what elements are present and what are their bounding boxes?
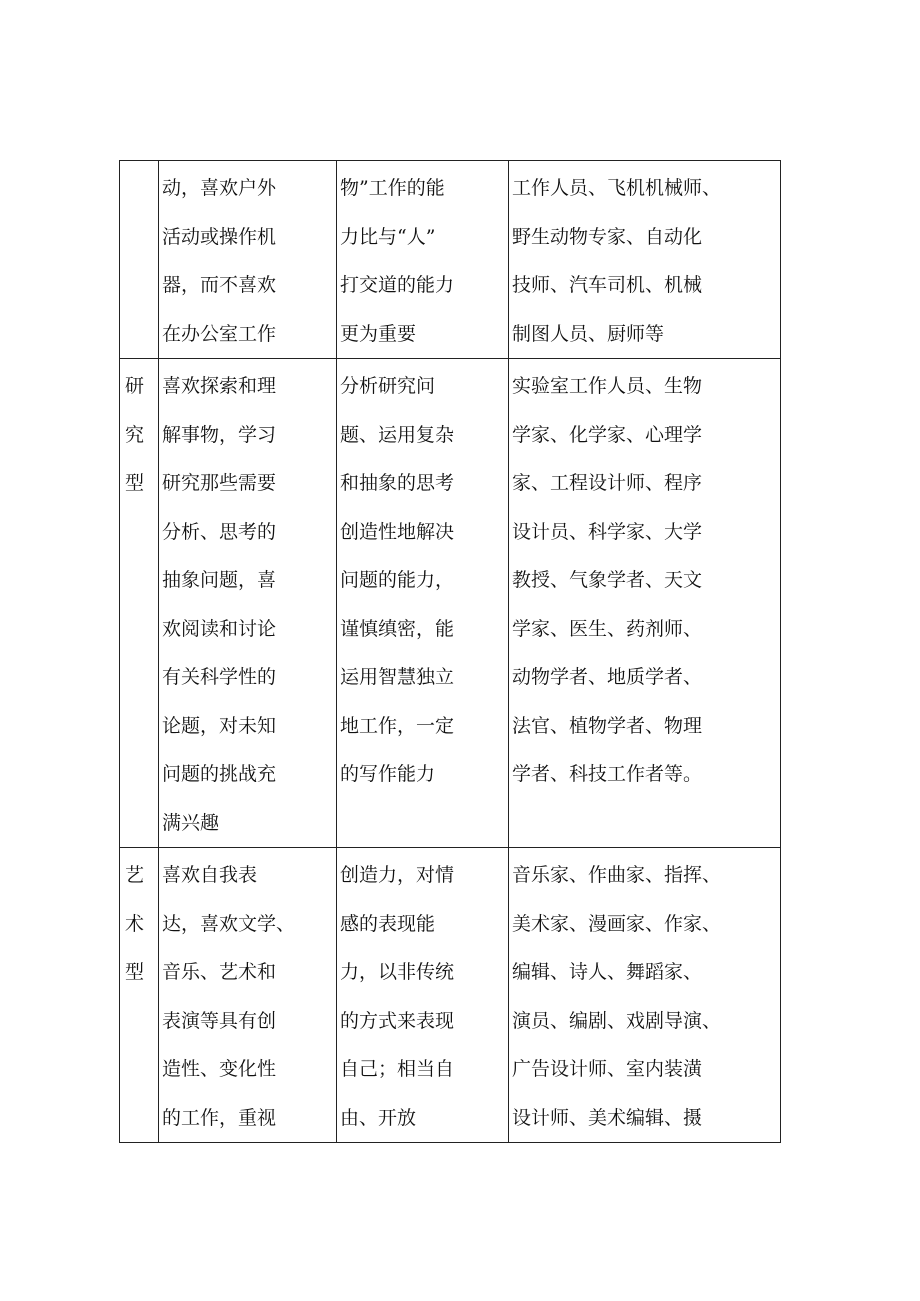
text-line: 动，喜欢户外 xyxy=(162,177,277,199)
text-line: 的工作，重视 xyxy=(162,1106,277,1129)
text-line: 更为重要 xyxy=(340,322,417,345)
text-line: 地工作，一定 xyxy=(340,714,455,737)
table-row xyxy=(120,359,781,848)
text-line: 研究那些需要 xyxy=(162,472,277,494)
text-line: 抽象问题，喜 xyxy=(162,569,277,591)
text-line: 表演等具有创 xyxy=(162,1009,277,1032)
text-line: 解事物，学习 xyxy=(162,423,277,446)
jobs-cell xyxy=(509,848,781,1143)
text-line: 分析研究问 xyxy=(340,375,436,397)
text-line: 造性、变化性 xyxy=(162,1058,277,1080)
ability-cell xyxy=(337,161,509,359)
text-line: 问题的挑战充 xyxy=(162,763,277,785)
type-label-char: 艺 xyxy=(125,864,145,886)
text-line: 创造性地解决 xyxy=(340,520,455,543)
type-cell xyxy=(120,848,159,1143)
text-line: 制图人员、厨师等 xyxy=(512,322,665,345)
text-line: 谨慎缜密，能 xyxy=(340,617,455,640)
type-cell xyxy=(120,161,159,359)
table-body xyxy=(120,161,781,1143)
ability-cell xyxy=(337,848,509,1143)
text-line: 法官、植物学者、物理 xyxy=(512,714,703,737)
text-line: 物”工作的能 xyxy=(340,177,445,199)
text-line: 论题，对未知 xyxy=(162,714,277,737)
text-line: 工作人员、飞机机械师、 xyxy=(512,177,722,199)
text-line: 创造力，对情 xyxy=(340,864,455,886)
text-line: 教授、气象学者、天文 xyxy=(512,569,703,591)
text-line: 野生动物专家、自动化 xyxy=(512,225,703,248)
jobs-cell xyxy=(509,161,781,359)
text-line: 喜欢自我表 xyxy=(162,864,258,886)
interest-cell xyxy=(159,359,337,848)
text-line: 器，而不喜欢 xyxy=(162,274,277,296)
table-row xyxy=(120,161,781,359)
text-line: 分析、思考的 xyxy=(162,520,277,543)
type-label-char: 研 xyxy=(125,375,145,397)
text-line: 学家、化学家、心理学 xyxy=(512,423,703,446)
text-line: 美术家、漫画家、作家、 xyxy=(512,912,722,935)
text-line: 打交道的能力 xyxy=(340,274,455,296)
text-line: 喜欢探索和理 xyxy=(162,375,277,397)
text-line: 的写作能力 xyxy=(340,763,436,785)
text-line: 音乐家、作曲家、指挥、 xyxy=(512,864,722,886)
text-line: 由、开放 xyxy=(340,1106,417,1129)
text-line: 感的表现能 xyxy=(340,912,436,935)
text-line: 动物学者、地质学者、 xyxy=(512,666,703,688)
jobs-cell xyxy=(509,359,781,848)
text-line: 和抽象的思考 xyxy=(340,472,455,494)
text-line: 家、工程设计师、程序 xyxy=(512,472,703,494)
text-line: 设计员、科学家、大学 xyxy=(512,520,703,543)
text-line: 学者、科技工作者等。 xyxy=(512,763,703,785)
text-line: 学家、医生、药剂师、 xyxy=(512,617,703,640)
text-line: 欢阅读和讨论 xyxy=(162,617,277,640)
table-row xyxy=(120,848,781,1143)
text-line: 演员、编剧、戏剧导演、 xyxy=(512,1009,722,1032)
text-line: 问题的能力， xyxy=(340,569,455,591)
interest-cell xyxy=(159,161,337,359)
text-line: 设计师、美术编辑、摄 xyxy=(512,1106,703,1129)
text-line: 编辑、诗人、舞蹈家、 xyxy=(512,961,703,983)
text-line: 力比与“人” xyxy=(340,225,436,248)
type-label-char: 型 xyxy=(125,961,145,983)
type-label-char: 究 xyxy=(125,423,145,446)
text-line: 满兴趣 xyxy=(162,811,220,834)
ability-cell xyxy=(337,359,509,848)
text-line: 活动或操作机 xyxy=(162,225,277,248)
text-line: 音乐、艺术和 xyxy=(162,961,277,983)
type-label-char: 型 xyxy=(125,472,145,494)
text-line: 运用智慧独立 xyxy=(340,666,455,688)
text-line: 技师、汽车司机、机械 xyxy=(512,274,703,296)
text-line: 自己；相当自 xyxy=(340,1058,455,1080)
text-line: 达，喜欢文学、 xyxy=(162,912,296,935)
text-line: 实验室工作人员、生物 xyxy=(512,375,703,397)
interest-cell xyxy=(159,848,337,1143)
type-cell xyxy=(120,359,159,848)
text-line: 题、运用复杂 xyxy=(340,423,455,446)
text-line: 有关科学性的 xyxy=(162,666,277,688)
type-label-char: 术 xyxy=(125,912,145,935)
text-line: 的方式来表现 xyxy=(340,1009,455,1032)
text-line: 力，以非传统 xyxy=(340,961,455,983)
career-type-table xyxy=(119,160,781,1143)
text-line: 广告设计师、室内装潢 xyxy=(512,1058,703,1080)
text-line: 在办公室工作 xyxy=(162,322,277,345)
